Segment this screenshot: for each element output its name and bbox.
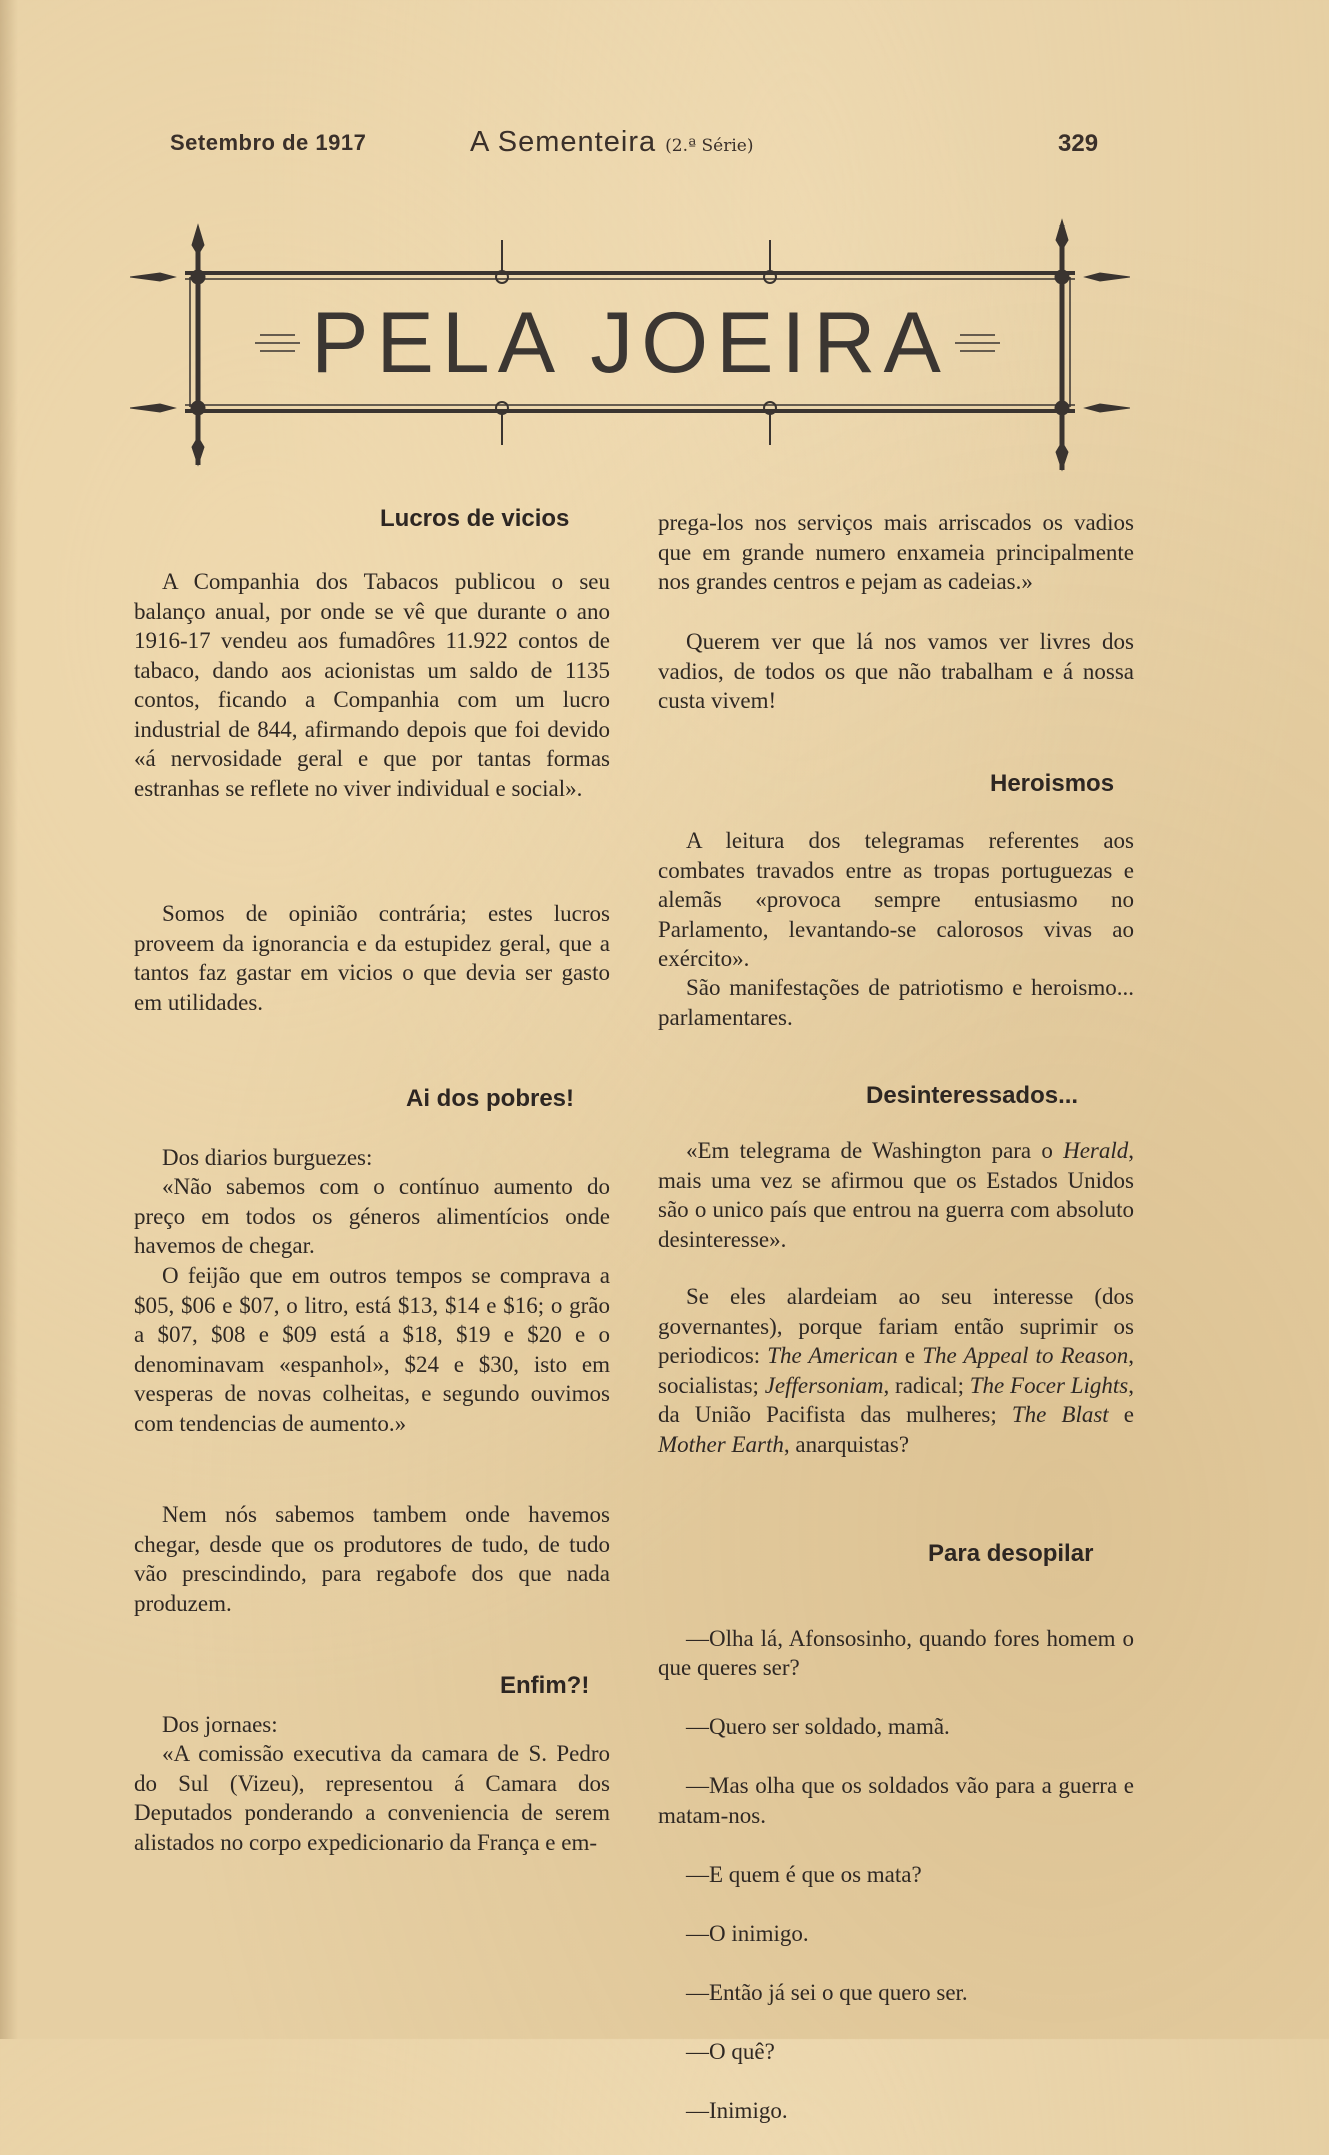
dialogue-line: —Mas olha que os soldados vão para a guerra e matam-nos.: [658, 1773, 1134, 1828]
dialogue-line: —O inimigo.: [686, 1920, 809, 1946]
enfim-paragraph-2: «A comissão executiva da camara de S. Pedro do Sul (Vizeu), representou á Camara dos Deputados ponderando a conveniencia de serem alistados no corpo expedicionario da França e em-: [134, 1741, 610, 1855]
desinteressados-p2-text-g: , anarquistas?: [783, 1431, 910, 1457]
desinteressados-p1-text-b: , mais uma vez se afirmou que os Estados Unidos são o unico país que entrou na guerra com absoluto desinteresse».: [658, 1138, 1134, 1252]
newspaper-mother-earth: Mother Earth: [658, 1431, 784, 1457]
section-title-enfim: Enfim?!: [500, 1672, 590, 1699]
desinteressados-p2-text-a: Se eles alardeiam ao seu interesse (dos governantes), porque fariam então suprimir os periodicos:: [658, 1284, 1134, 1368]
newspaper-herald: Herald: [1063, 1138, 1129, 1163]
banner-title: PELA JOEIRA: [311, 295, 949, 391]
section-title-desinteressados: Desinteressados...: [866, 1082, 1079, 1109]
desinteressados-p2-text-d: , radical;: [883, 1372, 970, 1398]
heroismos-paragraph-2: São manifestações de patriotismo e heroismo... parlamentares.: [658, 975, 1134, 1030]
newspaper-focer-lights: The Focer Lights: [969, 1372, 1129, 1398]
page-edge-shadow: [0, 0, 18, 2039]
section-title-lucros: Lucros de vicios: [380, 505, 570, 532]
journal-title: A Sementeira: [470, 126, 657, 158]
section-title-heroismos: Heroismos: [990, 770, 1115, 797]
dialogue-line: —O quê?: [686, 2038, 775, 2064]
section-title-pobres: Ai dos pobres!: [406, 1085, 575, 1112]
section-banner: [130, 215, 1130, 475]
dialogue-line: —Inimigo.: [686, 2097, 788, 2123]
newspaper-american: The American: [767, 1343, 898, 1368]
newspaper-appeal-to-reason: The Appeal to Reason: [922, 1343, 1129, 1368]
desopilar-dialogue: [658, 1594, 1134, 2155]
enfim-continuation-2: Querem ver que lá nos vamos ver livres dos vadios, de todos os que não trabalham e á nossa custa vivem!: [658, 629, 1134, 713]
desinteressados-p1-text-a: «Em telegrama de Washington para o: [686, 1138, 1064, 1163]
desinteressados-p2-text-c: , socialistas;: [658, 1343, 1134, 1398]
dialogue-line: —E quem é que os mata?: [686, 1861, 922, 1887]
lucros-paragraph-1: A Companhia dos Tabacos publicou o seu balanço anual, por onde se vê que durante o ano 1916-17 vendeu aos fumadôres 11.922 contos de tabaco, dando aos acionistas um saldo de 1135 contos, ficando a Companhia com um lucro industrial de 844, afirmando depois que foi devido «á nervosidade geral e que por tantas formas estranhas se reflete no viver individual e social».: [134, 569, 610, 801]
dialogue-line: —Quero ser soldado, mamã.: [686, 1714, 950, 1739]
newspaper-jeffersoniam: Jeffersoniam: [764, 1372, 884, 1398]
header-date: Setembro de 1917: [170, 130, 367, 155]
desinteressados-paragraph-2: [658, 1282, 1134, 1459]
pobres-paragraph-4: Nem nós sabemos tambem onde havemos chegar, desde que os produtores de tudo, de tudo vão prescindindo, para regabofe dos que nada produzem.: [134, 1502, 610, 1616]
dialogue-line: —Então já sei o que quero ser.: [686, 1979, 968, 2005]
heroismos-paragraph-1: A leitura dos telegramas referentes aos combates travados entre as tropas portuguezas e alemãs «provoca sempre entusiasmo no Parlamento, levantando-se calorosos vivas ao exército».: [658, 828, 1134, 971]
pobres-paragraph-3: O feijão que em outros tempos se comprava a $05, $06 e $07, o litro, está $13, $14 e $16; o grão a $07, $08 e $09 está a $18, $19 e $20 e o denominavam «espanhol», $24 e $30, isto em vesperas de novas colheitas, e segundo ouvimos com tendencias de aumento.»: [134, 1263, 610, 1436]
lucros-paragraph-2: Somos de opinião contrária; estes lucros proveem da ignorancia e da estupidez geral, que a tantos faz gastar em vicios o que devia ser gasto em utilidades.: [134, 901, 610, 1015]
desinteressados-p2-text-b: e: [897, 1343, 923, 1368]
enfim-paragraph-1: Dos jornaes:: [162, 1712, 278, 1737]
header-title: [470, 126, 753, 159]
desinteressados-p2-text-e: , da União Pacifista das mulheres;: [658, 1372, 1134, 1427]
pobres-paragraph-2: «Não sabemos com o contínuo aumento do preço em todos os géneros alimentícios onde havemos de chegar.: [134, 1174, 610, 1258]
journal-serie: (2.ª Série): [665, 136, 754, 156]
pobres-paragraph-1: Dos diarios burguezes:: [162, 1145, 373, 1170]
enfim-continuation-1: prega-los nos serviços mais arriscados os vadios que em grande numero enxameia principalmente nos grandes centros e pejam as cadeias.»: [658, 510, 1134, 594]
dialogue-line: —Olha lá, Afonsosinho, quando fores homem o que queres ser?: [658, 1625, 1134, 1680]
section-title-desopilar: Para desopilar: [928, 1540, 1094, 1567]
page-number: 329: [1058, 130, 1099, 157]
desinteressados-p2-text-f: e: [1108, 1402, 1134, 1427]
newspaper-the-blast: The Blast: [1011, 1402, 1109, 1427]
desinteressados-paragraph-1: [658, 1136, 1134, 1254]
